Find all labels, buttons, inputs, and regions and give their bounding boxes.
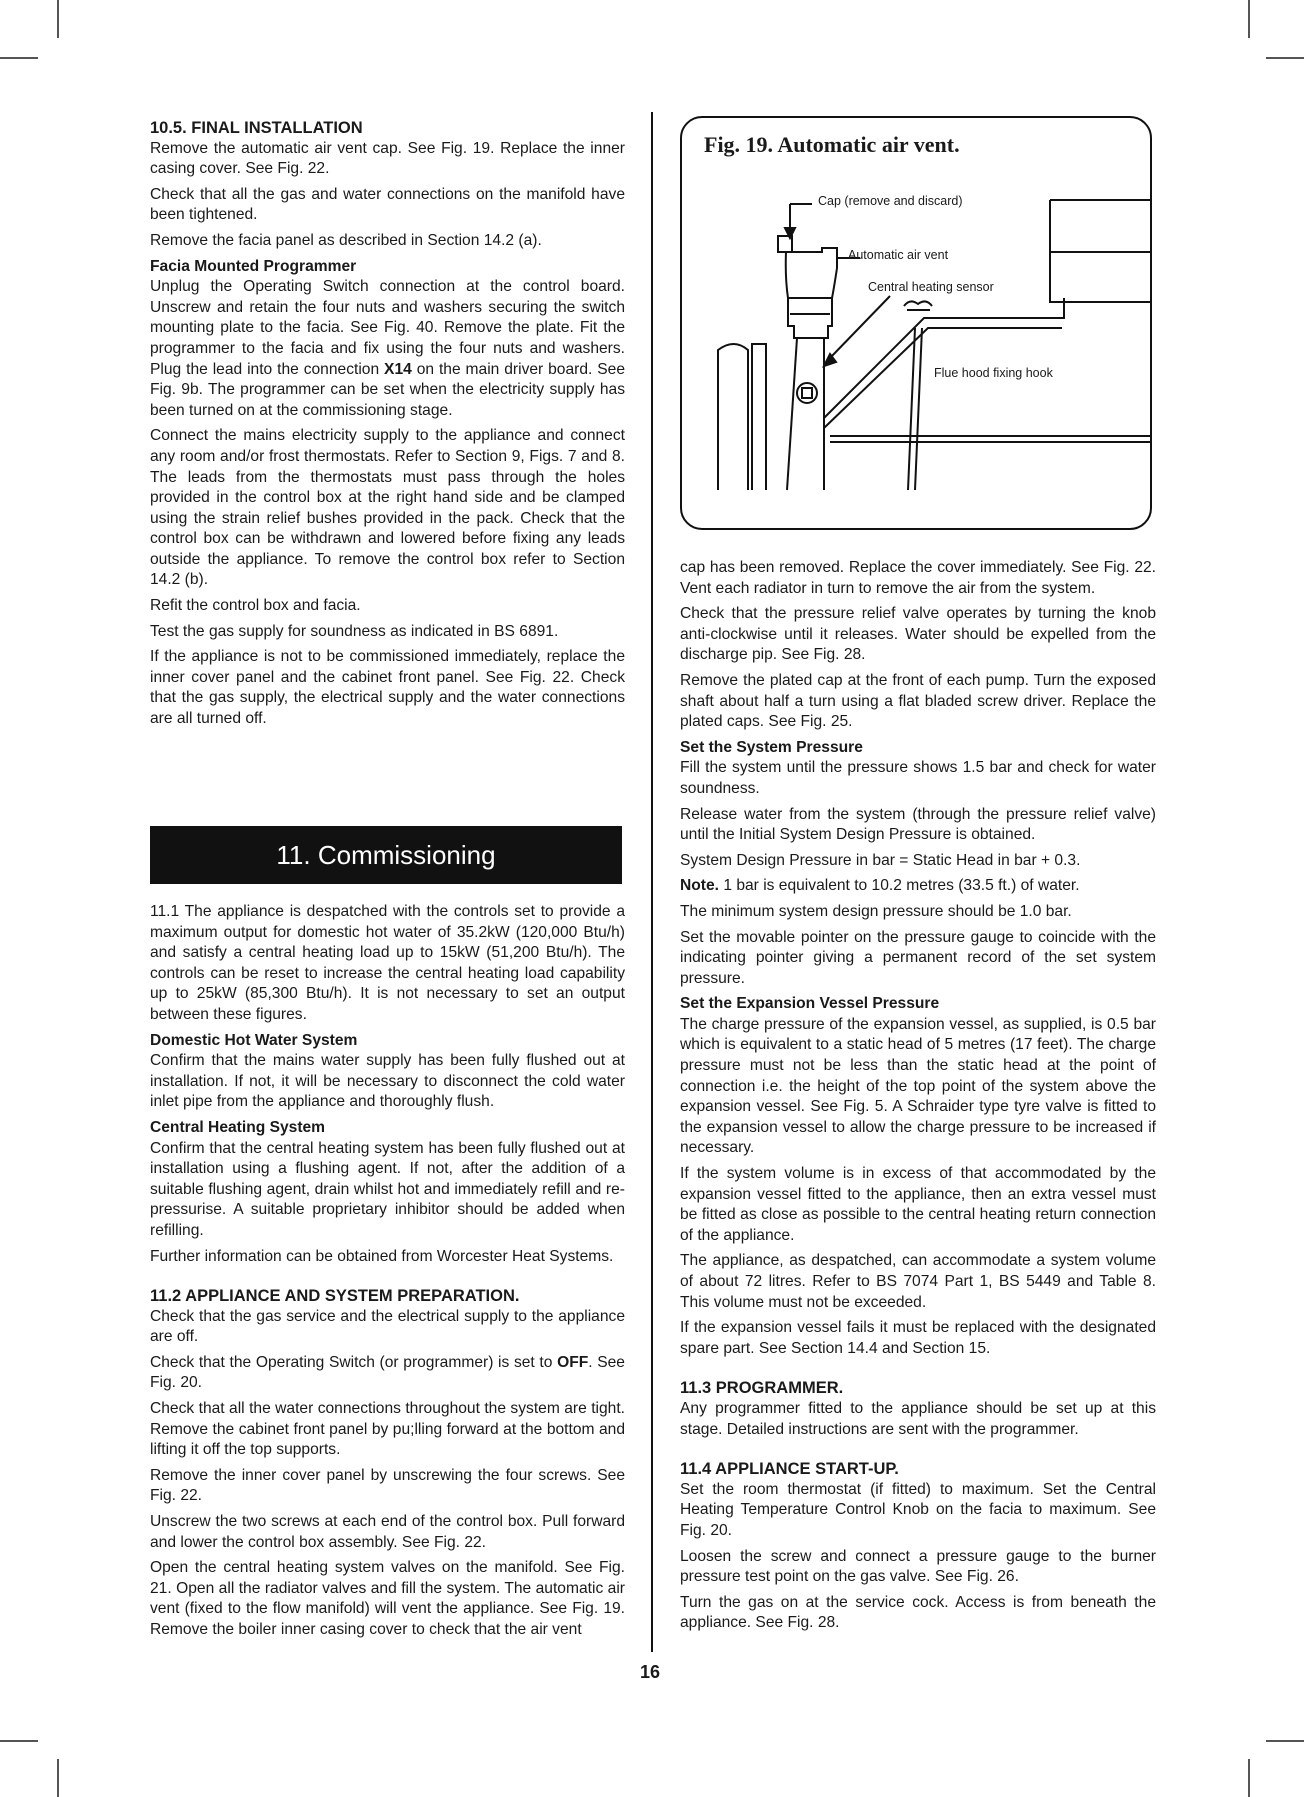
paragraph: cap has been removed. Replace the cover immediately. See Fig. 22. Vent each radiator in turn to remove the air from the system. [680, 559, 1156, 597]
text-run: Check that the Operating Switch (or programmer) is set to [150, 1353, 558, 1371]
paragraph: Check that the pressure relief valve operates by turning the knob anti-clockwise until it releases. Water should be expelled from the discharge pip. See Fig. 28. [680, 605, 1156, 664]
air-vent-body [786, 248, 837, 338]
paragraph: Any programmer fitted to the appliance should be set up at this stage. Detailed instructions are sent with the programmer. [680, 1399, 1156, 1438]
paragraph: Connect the mains electricity supply to the appliance and connect any room and/or frost thermostats. Refer to Section 9, Figs. 7 and 8. The leads from the thermostats must pass through the holes provided in the control box at the right hand side and be clamped using the strain relief bushes provided in the pack. Check that the control box can be withdrawn and lowered before fixing any leads outside the appliance. To remove the control box refer to Section 14.2 (b). [150, 427, 625, 589]
text-run: . See Fig. 20. [150, 1353, 625, 1392]
text-run: 1 bar is equivalent to 10.2 metres (33.5 ft.) of water. [718, 877, 1080, 895]
paragraph: Check that all the water connections throughout the system are tight. Remove the cabinet front panel by pu;lling forward at the bottom and lifting it off the top supports. [150, 1400, 625, 1459]
paragraph [150, 1353, 625, 1394]
crop-mark [1248, 1759, 1250, 1797]
paragraph: If the expansion vessel fails it must be replaced with the designated spare part. See Section 14.4 and Section 15. [680, 1319, 1156, 1357]
paragraph: Test the gas supply for soundness as indicated in BS 6891. [150, 622, 559, 640]
section-10-5-title: 10.5. FINAL INSTALLATION [150, 119, 363, 137]
paragraph: Check that all the gas and water connections on the manifold have been tightened. [150, 185, 625, 224]
text-run: on the main driver board. See Fig. 9b. The programmer can be set when the electricity supply has been turned on at the commissioning stage. [150, 360, 625, 419]
connector-label: X14 [384, 360, 412, 378]
paragraph: Confirm that the mains water supply has been fully flushed out at installation. If not, it will be necessary to disconnect the cold water inlet pipe from the appliance and thoroughly flush. [150, 1052, 625, 1111]
paragraph [680, 876, 1156, 897]
label-hook: Flue hood fixing hook [934, 366, 1053, 380]
paragraph: Remove the automatic air vent cap. See Fig. 19. Replace the inner casing cover. See Fig. 22. [150, 139, 625, 178]
system-pressure-heading: Set the System Pressure [680, 738, 863, 756]
paragraph: Remove the facia panel as described in Section 14.2 (a). [150, 231, 542, 249]
dhw-heading: Domestic Hot Water System [150, 1031, 358, 1049]
note-label: Note. [680, 877, 719, 895]
right-column [680, 558, 1156, 1639]
section-11-2-title: 11.2 APPLIANCE AND SYSTEM PREPARATION. [150, 1287, 520, 1306]
paragraph: Check that the gas service and the electrical supply to the appliance are off. [150, 1307, 625, 1346]
ch-heading: Central Heating System [150, 1118, 326, 1136]
paragraph [150, 277, 625, 421]
paragraph: Open the central heating system valves on the manifold. See Fig. 21. Open all the radiator valves and fill the system. The automatic air vent (fixed to the flow manifold) will vent the appliance. See Fig. 19. Remove the boiler inner casing cover to check that the air vent [150, 1559, 625, 1638]
air-vent-diagram [682, 118, 1150, 528]
crop-mark [0, 57, 38, 59]
page-number: 16 [640, 1662, 661, 1682]
left-column [150, 118, 625, 735]
label-sensor: Central heating sensor [868, 280, 994, 294]
paragraph: Further information can be obtained from Worcester Heat Systems. [150, 1247, 614, 1265]
paragraph: Set the movable pointer on the pressure gauge to coincide with the indicating pointer giving a permanent record of the set system pressure. [680, 928, 1156, 987]
crop-mark [0, 1740, 38, 1742]
expansion-vessel-heading: Set the Expansion Vessel Pressure [680, 995, 940, 1013]
text-run: Unplug the Operating Switch connection at the control board. Unscrew and retain the four nuts and washers securing the switch mounting plate to the facia. See Fig. 40. Remove the plate. Fit the programmer to the facia and fix using the four nuts and washers. Plug the lead into the connection [150, 278, 625, 378]
paragraph: Loosen the screw and connect a pressure gauge to the burner pressure test point on the gas valve. See Fig. 26. [680, 1547, 1156, 1586]
crop-mark [1248, 0, 1250, 38]
crop-mark [57, 1759, 59, 1797]
paragraph: Set the room thermostat (if fitted) to maximum. Set the Central Heating Temperature Control Knob on the facia to maximum. See Fig. 20. [680, 1480, 1156, 1539]
paragraph: Remove the plated cap at the front of each pump. Turn the exposed shaft about half a turn using a flat bladed screw driver. Replace the plated caps. See Fig. 25. [680, 671, 1156, 731]
section-11-3-title: 11.3 PROGRAMMER. [680, 1379, 844, 1398]
crop-mark [1266, 57, 1304, 59]
section-11-4-title: 11.4 APPLIANCE START-UP. [680, 1460, 899, 1479]
paragraph: Remove the inner cover panel by unscrewing the four screws. See Fig. 22. [150, 1466, 625, 1505]
paragraph: If the system volume is in excess of that accommodated by the expansion vessel fitted to the appliance, then an extra vessel must be fitted as close as possible to the central heating return connection of the appliance. [680, 1165, 1156, 1244]
column-divider [651, 112, 653, 1652]
crop-mark [1266, 1740, 1304, 1742]
paragraph: If the appliance is not to be commissioned immediately, replace the inner cover panel and the cabinet front panel. See Fig. 22. Check that the gas supply, the electrical supply and the water connections are all turned off. [150, 648, 625, 728]
crop-mark [57, 0, 59, 38]
label-air-vent: Automatic air vent [848, 248, 949, 262]
paragraph: The charge pressure of the expansion vessel, as supplied, is 0.5 bar which is equivalent to a static head of 5 metres (17 feet). The charge pressure must not be less than the static head at the point of connection i.e. the height of the top point of the system above the expansion vessel. See Fig. 5. A Schraider type tyre valve is fitted to the expansion vessel to allow the charge pressure to be increased if necessary. [680, 1015, 1156, 1157]
figure-19 [680, 116, 1152, 530]
figure-title: Fig. 19. Automatic air vent. [704, 132, 960, 157]
paragraph: 11.1 The appliance is despatched with the controls set to provide a maximum output for domestic hot water of 35.2kW (120,000 Btu/h) and satisfy a central heating load up to 15kW (51,200 Btu/h). The controls can be reset to increase the central heating load capability up to 25kW (85,300 Btu/h). It is not necessary to set an output between these figures. [150, 903, 625, 1023]
paragraph: Release water from the system (through the pressure relief valve) until the Initial System Design Pressure is obtained. [680, 805, 1156, 844]
paragraph: Refit the control box and facia. [150, 597, 361, 615]
switch-state: OFF [557, 1353, 589, 1371]
paragraph: The appliance, as despatched, can accommodate a system volume of about 72 litres. Refer to BS 7074 Part 1, BS 5449 and Table 8. This volume must not be exceeded. [680, 1252, 1156, 1311]
paragraph: Confirm that the central heating system has been fully flushed out at installation using a flushing agent. If not, after the addition of a suitable flushing agent, drain whilst hot and immediately refill and re-pressurise. A suitable proprietary inhibitor should be added when refilling. [150, 1139, 625, 1239]
paragraph: System Design Pressure in bar = Static Head in bar + 0.3. [680, 851, 1081, 869]
paragraph: Turn the gas on at the service cock. Access is from beneath the appliance. See Fig. 28. [680, 1593, 1156, 1632]
label-cap: Cap (remove and discard) [818, 194, 963, 208]
facia-programmer-heading: Facia Mounted Programmer [150, 257, 357, 275]
paragraph: The minimum system design pressure should be 1.0 bar. [680, 902, 1072, 920]
paragraph: Unscrew the two screws at each end of the control box. Pull forward and lower the control box assembly. See Fig. 22. [150, 1513, 625, 1551]
left-column-lower [150, 902, 625, 1646]
commissioning-banner: 11. Commissioning [150, 826, 622, 884]
paragraph: Fill the system until the pressure shows 1.5 bar and check for water soundness. [680, 759, 1156, 797]
